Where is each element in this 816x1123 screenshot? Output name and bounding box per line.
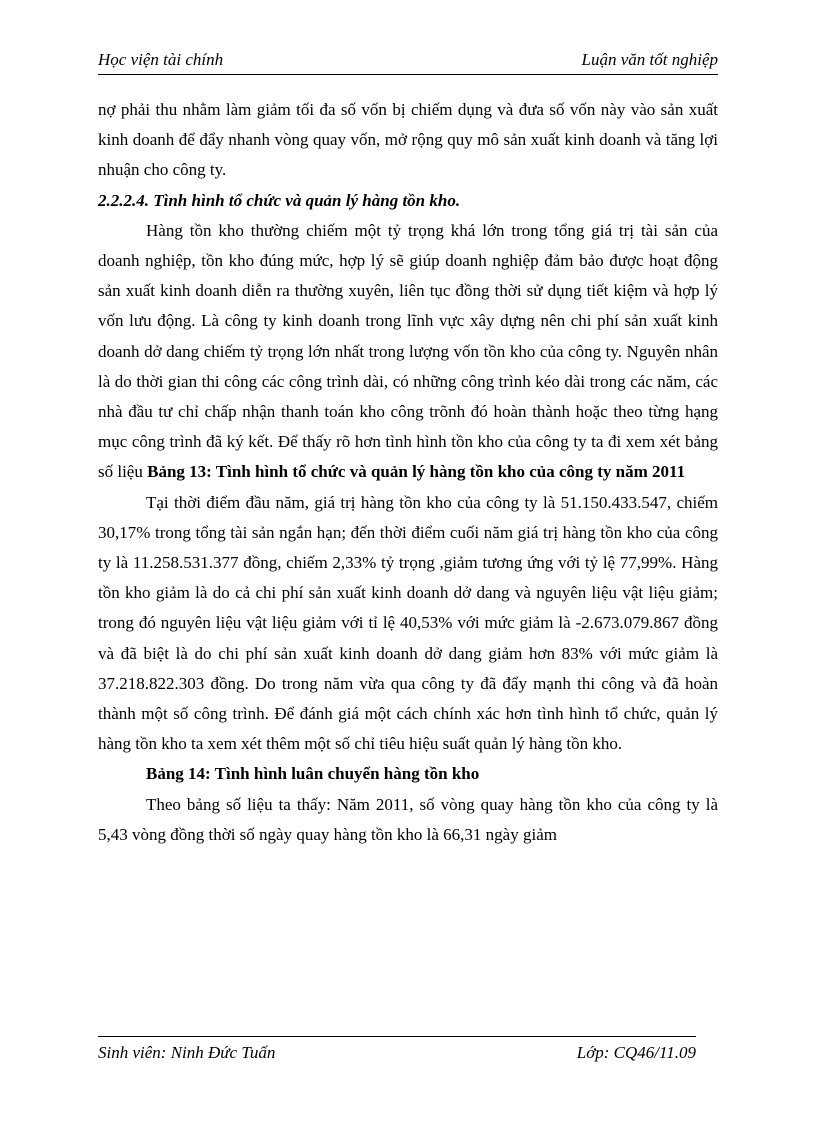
paragraph-inventory-values: Tại thời điểm đầu năm, giá trị hàng tồn kho của công ty là 51.150.433.547, chiếm 30,17% trong tổng tài sản ngắn hạn; đến thời điểm cuối năm giá trị hàng tồn kho của công ty là 11.258.531.377 đồng, chiếm 2,33% tỷ trọng ,giảm tương ứng với tỷ lệ 77,99%. Hàng tồn kho giảm là do cả chi phí sản xuất kinh doanh dở dang và nguyên liệu vật liệu giảm; trong đó nguyên liệu vật liệu giảm với tỉ lệ 40,53% với mức giảm là -2.673.079.867 đồng và đã biệt là do chi phí sản xuất kinh doanh dở dang giảm hơn 83% với mức giảm là 37.218.822.303 đồng. Do trong năm vừa qua công ty đã đẩy mạnh thi công và đã hoàn thành một số công trình. Để đánh giá một cách chính xác hơn tình hình tổ chức, quản lý hàng tồn kho ta xem xét thêm một số chỉ tiêu hiệu suất quản lý hàng tồn kho. [98, 492, 718, 754]
page-footer [98, 1036, 696, 1069]
page-header [98, 50, 718, 75]
footer-student: Sinh viên: Ninh Đức Tuấn [98, 1043, 276, 1062]
paragraph-inventory-intro [98, 216, 718, 488]
table-14-title: Bảng 14: Tình hình luân chuyển hàng tồn kho [146, 764, 480, 784]
section-heading: 2.2.2.4. Tình hình tổ chức và quản lý hàng tồn kho. [98, 190, 461, 210]
paragraph-receivables: nợ phải thu nhằm làm giảm tối đa số vốn bị chiếm dụng và đưa số vốn này vào sản xuất kinh doanh để đẩy nhanh vòng quay vốn, mở rộng quy mô sản xuất kinh doanh và tăng lợi nhuận cho công ty. [98, 100, 718, 180]
header-institution: Học viện tài chính [98, 50, 224, 69]
paragraph-turnover: Theo bảng số liệu ta thấy: Năm 2011, số vòng quay hàng tồn kho của công ty là 5,43 vòng đồng thời số ngày quay hàng tồn kho là 66,31 ngày giảm [98, 794, 718, 844]
table-13-reference: Bảng 13: Tình hình tổ chức và quản lý hàng tồn kho của công ty năm 2011 [147, 462, 686, 482]
header-doc-type: Luận văn tốt nghiệp [581, 50, 718, 69]
page-body [98, 95, 718, 850]
paragraph-inventory-text: Hàng tồn kho thường chiếm một tỷ trọng khá lớn trong tổng giá trị tài sản của doanh nghiệp, tồn kho đúng mức, hợp lý sẽ giúp doanh nghiệp đảm bảo được hoạt động sản xuất kinh doanh diễn ra thường xuyên, liên tục đồng thời sử dụng tiết kiệm và hợp lý vốn lưu động. Là công ty kinh doanh trong lĩnh vực xây dựng nên chi phí sản xuất kinh doanh dở dang chiếm tỷ trọng lớn nhất trong lượng vốn tồn kho của công ty. Nguyên nhân là do thời gian thi công các công trình dài, có những công trình kéo dài trong các năm, các nhà đầu tư chỉ chấp nhận thanh toán kho công trõnh đó hoàn thành hoặc theo từng hạng mục công trình đã ký kết. Để thấy rõ hơn tình hình tồn kho của công ty ta đi xem xét bảng số liệu [98, 220, 718, 482]
footer-class: Lớp: CQ46/11.09 [576, 1043, 696, 1062]
